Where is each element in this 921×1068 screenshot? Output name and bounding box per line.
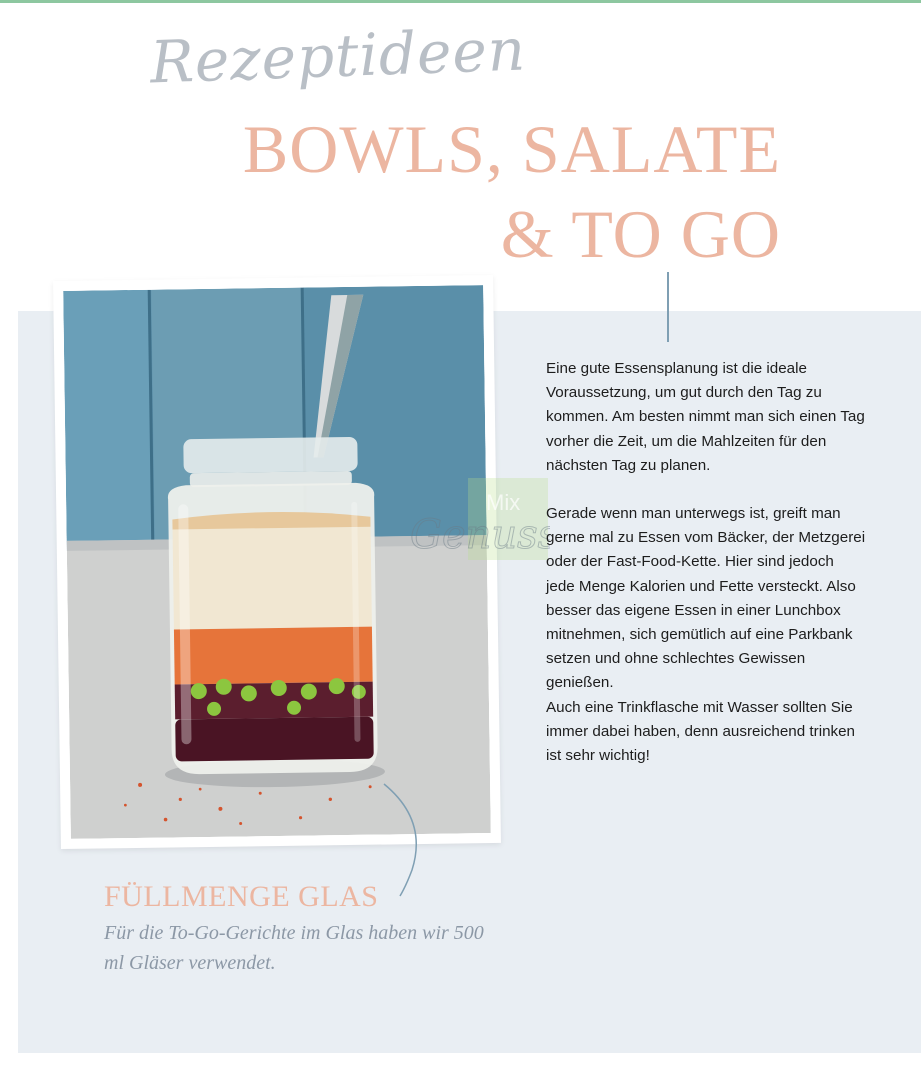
top-accent-bar [0,0,921,3]
article-body [546,357,866,792]
page-title-line-2: & TO GO [500,196,781,272]
paragraph-3: Auch eine Trinkflasche mit Wasser sollten Sie immer dabei haben, denn ausreichend trinken ist sehr wichtig! [546,698,856,765]
script-heading: Rezeptideen [148,15,528,97]
caption-title: FÜLLMENGE GLAS [104,880,379,913]
paragraph-2: Gerade wenn man unterwegs ist, greift man gerne mal zu Essen vom Bäcker, der Metzgerei oder der Fast-Food-Kette. Hier sind jedoch jede Menge Kalorien und Fette versteckt. Also besser das eigene Essen in einer Lunchbox mitnehmen, sich gemütlich auf eine Parkbank setzen und ohne schlechtes Gewissen genießen. [546,505,866,692]
caption-text: Für die To-Go-Gerichte im Glas haben wir 500 ml Gläser verwendet. [104,922,484,974]
title-connector-line [667,272,669,342]
watermark-text-bottom: Genuss [410,512,550,558]
page-title-line-1: BOWLS, SALATE [242,111,781,187]
watermark-logo [400,470,550,580]
paragraph-1: Eine gute Essensplanung ist die ideale Voraussetzung, um gut durch den Tag zu kommen. Am besten nimmt man sich einen Tag vorher die Zeit, um die Mahlzeiten für den nächsten Tag zu planen. [546,360,865,474]
caption-connector-curve [370,780,430,900]
watermark-text-top: Mix [486,490,521,515]
